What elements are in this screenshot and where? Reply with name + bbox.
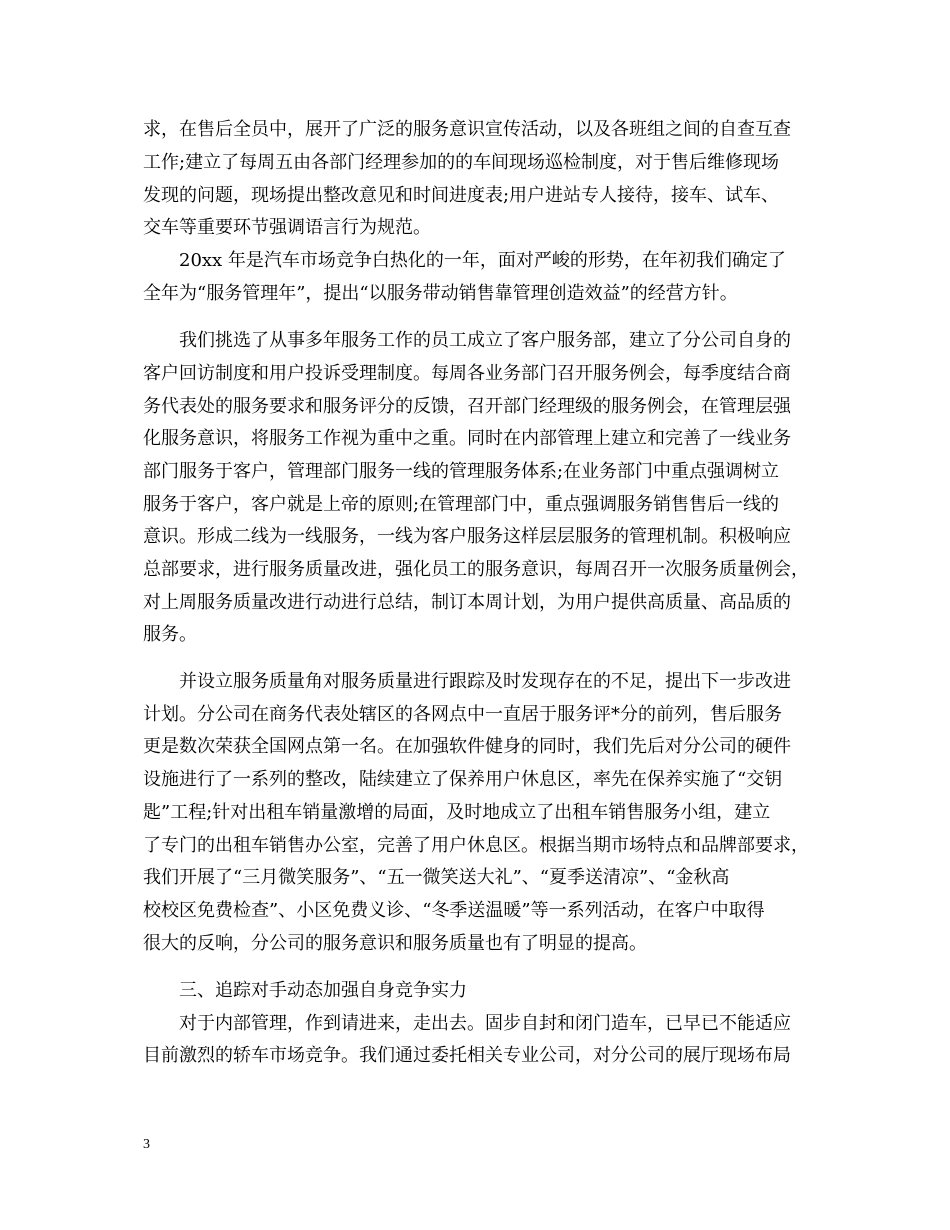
section-heading: 三、追踪对手动态加强自身竞争实力 [179, 980, 467, 1001]
text-line-6: 全年为“服务管理年”，提出“以服务带动销售靠管理创造效益”的经营方针。 [143, 283, 738, 304]
text-line-25: 很大的反响，分公司的服务意识和服务质量也有了明显的提高。 [143, 933, 647, 954]
text-line-9: 务代表处的服务要求和服务评分的反馈，召开部门经理级的服务例会，在管理层强 [143, 396, 791, 417]
text-line-11: 部门服务于客户，管理部门服务一线的管理服务体系;在业务部门中重点强调树立 [143, 461, 780, 482]
text-line-10: 化服务意识，将服务工作视为重中之重。同时在内部管理上建立和完善了一线业务 [143, 428, 791, 449]
text-line-14: 总部要求，进行服务质量改进，强化员工的服务意识，每周召开一次服务质量例会， [143, 559, 809, 580]
text-line-7: 我们挑选了从事多年服务工作的员工成立了客户服务部，建立了分公司自身的 [179, 330, 791, 351]
text-line-18: 计划。分公司在商务代表处辖区的各网点中一直居于服务评*分的前列，售后服务 [143, 704, 782, 725]
text-line-27: 对于内部管理，作到请进来，走出去。固步自封和闭门造车，已早已不能适应 [179, 1013, 791, 1034]
text-line-13: 意识。形成二线为一线服务，一线为客户服务这样层层服务的管理机制。积极响应 [143, 526, 791, 547]
text-line-2: 工作;建立了每周五由各部门经理参加的的车间现场巡检制度，对于售后维修现场 [143, 152, 780, 173]
text-line-20: 设施进行了一系列的整改，陆续建立了保养用户休息区，率先在保养实施了“交钥 [143, 769, 783, 790]
text-line-5: 20xx 年是汽车市场竞争白热化的一年，面对严峻的形势，在年初我们确定了 [179, 250, 786, 271]
text-line-15: 对上周服务质量改进行动进行总结，制订本周计划，为用户提供高质量、高品质的 [143, 592, 791, 613]
text-line-3: 发现的问题，现场提出整改意见和时间进度表;用户进站专人接待，接车、试车、 [143, 185, 780, 206]
text-line-24: 校校区免费检查”、小区免费义诊、“冬季送温暖”等一系列活动，在客户中取得 [143, 900, 765, 921]
page-number: 3 [143, 1137, 150, 1152]
text-line-1: 求，在售后全员中，展开了广泛的服务意识宣传活动，以及各班组之间的自查互查 [143, 119, 791, 140]
text-line-22: 了专门的出租车销售办公室，完善了用户休息区。根据当期市场特点和品牌部要求， [143, 835, 809, 856]
text-line-12: 服务于客户，客户就是上帝的原则;在管理部门中，重点强调服务销售售后一线的 [143, 494, 780, 515]
text-line-4: 交车等重要环节强调语言行为规范。 [143, 217, 431, 238]
text-line-17: 并设立服务质量角对服务质量进行跟踪及时发现存在的不足，提出下一步改进 [179, 671, 791, 692]
text-line-21: 匙”工程;针对出租车销量激增的局面，及时地成立了出租车销售服务小组，建立 [143, 802, 771, 823]
text-line-19: 更是数次荣获全国网点第一名。在加强软件健身的同时，我们先后对分公司的硬件 [143, 736, 791, 757]
text-line-23: 我们开展了“三月微笑服务”、“五一微笑送大礼”、“夏季送清凉”、“金秋高 [143, 867, 730, 888]
text-line-8: 客户回访制度和用户投诉受理制度。每周各业务部门召开服务例会，每季度结合商 [143, 363, 791, 384]
text-line-16: 服务。 [143, 624, 197, 645]
text-line-28: 目前激烈的轿车市场竞争。我们通过委托相关专业公司，对分公司的展厅现场布局 [143, 1045, 791, 1066]
